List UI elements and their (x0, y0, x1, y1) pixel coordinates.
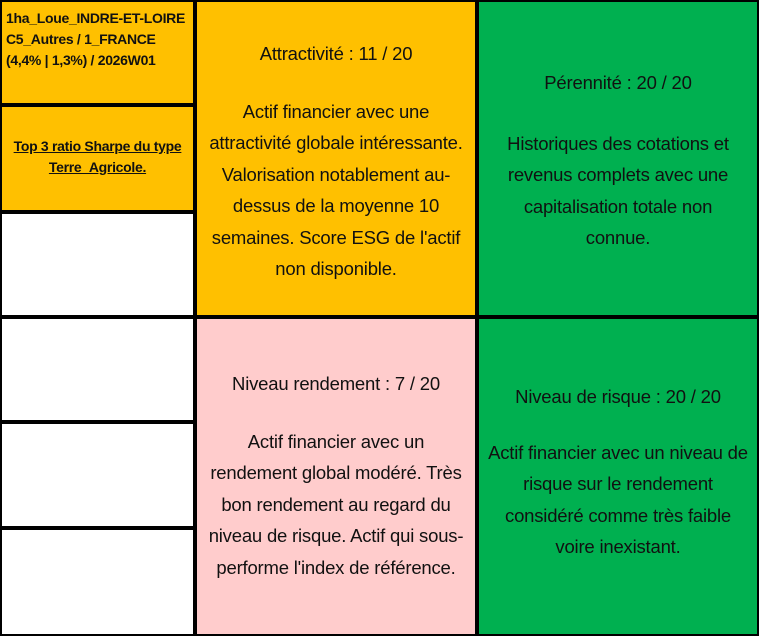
blank-slot-1 (0, 212, 195, 317)
perennite-card (477, 0, 759, 317)
perennite-title: Pérennité : 20 / 20 (544, 72, 692, 93)
asset-info-panel (0, 0, 195, 105)
perennite-description: Historiques des cotations et revenus complets avec une capitalisation totale non connue. (507, 132, 729, 248)
blank-slot-3 (0, 422, 195, 528)
top3-sharpe-panel[interactable] (0, 105, 195, 212)
attractivite-title: Attractivité : 11 / 20 (259, 43, 413, 64)
attractivite-description: Actif financier avec une attractivité globale intéressante. Valorisation notablement au- dessus de la moyenne 10 semaines. Score ESG de l'actif non disponible. (209, 100, 463, 279)
risque-description: Actif financier avec un niveau de risque sur le rendement considéré comme très faible voire inexistant. (488, 441, 748, 557)
top3-sharpe-link[interactable]: Top 3 ratio Sharpe du type Terre_Agricole. (13, 138, 182, 175)
blank-slot-2 (0, 317, 195, 422)
rendement-card (195, 317, 477, 636)
risque-card (477, 317, 759, 636)
rendement-description: Actif financier avec un rendement global modéré. Très bon rendement au regard du niveau de risque. Actif qui sous- performe l'index de référence. (208, 430, 464, 578)
blank-slot-4 (0, 528, 195, 636)
risque-title: Niveau de risque : 20 / 20 (515, 386, 721, 407)
rendement-title: Niveau rendement : 7 / 20 (232, 373, 440, 394)
attractivite-card (195, 0, 477, 317)
asset-info-text: 1ha_Loue_INDRE-ET-LOIRE C5_Autres / 1_FRANCE (4,4% | 1,3%) / 2026W01 (6, 10, 186, 68)
